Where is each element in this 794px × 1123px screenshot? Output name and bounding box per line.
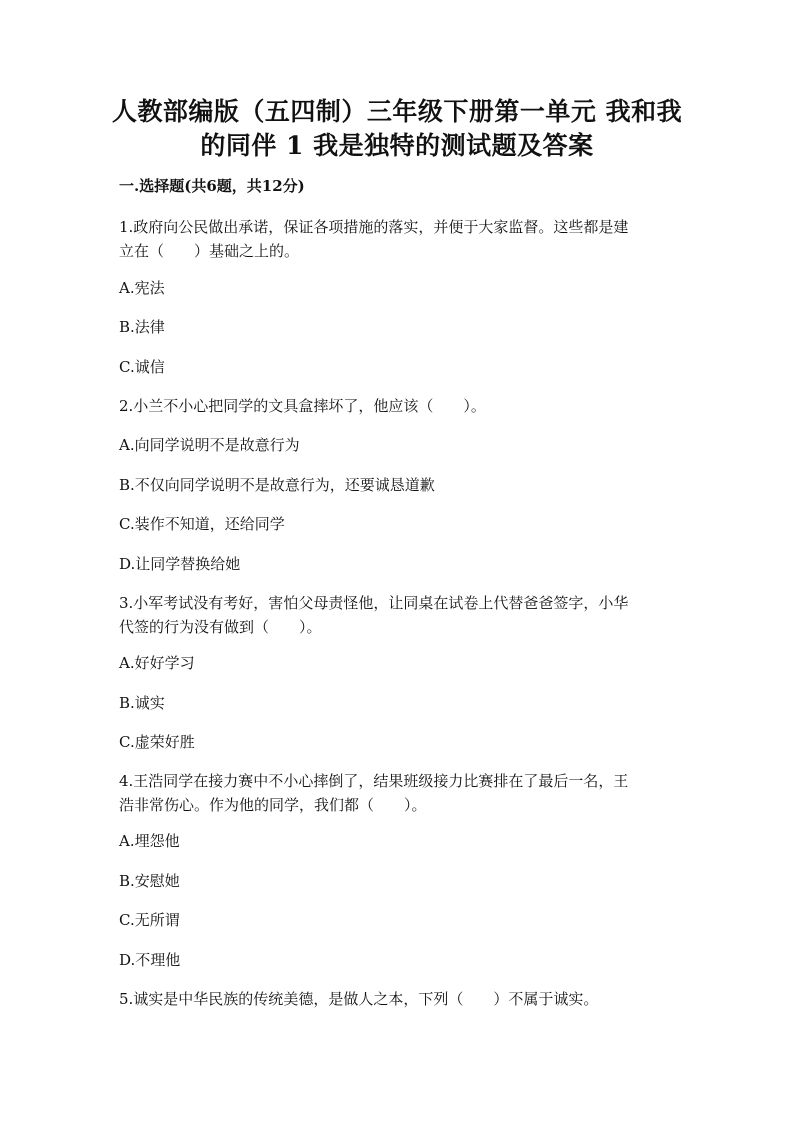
question-2-option-d: D.让同学替换给她 xyxy=(119,555,241,573)
question-4-stem-line-2: 浩非常伤心。作为他的同学，我们都（ ）。 xyxy=(119,796,427,814)
question-3-option-a: A.好好学习 xyxy=(119,654,195,672)
question-2-option-a: A.向同学说明不是故意行为 xyxy=(119,436,300,454)
question-1-option-b: B.法律 xyxy=(119,318,165,336)
question-4-option-d: D.不理他 xyxy=(119,951,181,969)
question-5-stem: 5.诚实是中华民族的传统美德，是做人之本，下列（ ）不属于诚实。 xyxy=(119,990,599,1008)
question-4-option-a: A.埋怨他 xyxy=(119,832,180,850)
question-3-option-c: C.虚荣好胜 xyxy=(119,733,195,751)
question-4-option-b: B.安慰她 xyxy=(119,872,180,890)
question-3-option-b: B.诚实 xyxy=(119,694,165,712)
question-1-option-a: A.宪法 xyxy=(119,279,165,297)
question-1-stem xyxy=(119,216,628,262)
section-heading: 一.选择题(共6题，共12分) xyxy=(119,177,305,195)
page-title xyxy=(100,95,694,163)
question-2-stem: 2.小兰不小心把同学的文具盒摔坏了，他应该（ ）。 xyxy=(119,397,486,415)
question-4-stem-line-1: 4.王浩同学在接力赛中不小心摔倒了，结果班级接力比赛排在了最后一名，王 xyxy=(119,772,629,790)
question-4-stem xyxy=(119,770,628,816)
question-2-option-b: B.不仅向同学说明不是故意行为，还要诚恳道歉 xyxy=(119,476,435,494)
question-4-option-c: C.无所谓 xyxy=(119,911,180,929)
question-1-option-c: C.诚信 xyxy=(119,358,165,376)
question-2-option-c: C.装作不知道，还给同学 xyxy=(119,515,285,533)
title-line-2: 的同伴 1 我是独特的测试题及答案 xyxy=(200,131,594,160)
question-3-stem-line-1: 3.小军考试没有考好，害怕父母责怪他，让同桌在试卷上代替爸爸签字，小华 xyxy=(119,594,629,612)
question-1-stem-line-1: 1.政府向公民做出承诺，保证各项措施的落实，并便于大家监督。这些都是建 xyxy=(119,218,629,236)
question-3-stem xyxy=(119,592,628,638)
title-line-1: 人教部编版（五四制）三年级下册第一单元 我和我 xyxy=(111,97,683,126)
question-3-stem-line-2: 代签的行为没有做到（ ）。 xyxy=(119,618,322,636)
question-1-stem-line-2: 立在（ ）基础之上的。 xyxy=(119,242,300,260)
